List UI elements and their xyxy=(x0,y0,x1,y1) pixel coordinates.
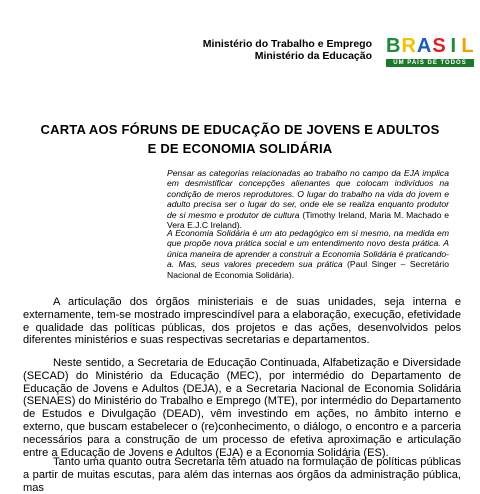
logo-letter: R xyxy=(401,35,416,57)
ministry-education: Ministério da Educação xyxy=(254,50,372,62)
body-paragraph-2: Neste sentido, a Secretaria de Educação Continuada, Alfabetização e Diversidade (SECAD) do Ministério da Educação (MEC), por intermédio do Departamento de Educação de Jovens e Adultos (DEJA), e a Secretaria Nacional de Economia Solidária (SENAES) do Ministério do Trabalho e Emprego (MTE), por intermédio do Departamento de Estudos e Divulgação (DEAD), vêm investindo em ações, no âmbito interno e externo, que buscam estabelecer o (re)conhecimento, o diálogo, o encontro e a parceria necessários para a construção de um processo de efetiva aproximação e articulação entre a Educação de Jovens e Adultos (EJA) e a Economia Solidária (ES). xyxy=(23,357,461,459)
epigraph-text: A Economia Solidária é um ato pedagógico em si mesmo, na medida em que propõe nova prática social e um entendimento novo desta prática. A única maneira de aprender a construir a Economia Solidária é praticando-a. Mas, seus valores precedem sua prática xyxy=(167,228,449,270)
logo-letter: L xyxy=(461,35,474,57)
logo-letter: B xyxy=(386,35,401,57)
ministry-header xyxy=(203,38,372,62)
epigraph-author: (Paul Singer – Secretário Nacional de Economia Solidária). xyxy=(167,259,449,280)
epigraph-1 xyxy=(167,168,449,230)
logo-letter: A xyxy=(416,35,432,57)
logo-letter: S xyxy=(432,35,446,57)
logo-letter: I xyxy=(450,35,457,57)
body-paragraph-1: A articulação dos órgãos ministeriais e de suas unidades, seja interna e externamente, tem-se mostrado imprescindível para a elaboração, execução, efetividade e qualidade das políticas públicas, dos projetos e das ações, desenvolvidos pelos diferentes ministérios e suas respectivas secretarias e departamentos. xyxy=(23,296,461,347)
epigraph-author: (Timothy Ireland, Maria M. Machado e Vera E.J.C Ireland). xyxy=(167,209,450,231)
title-line-2: E DE ECONOMIA SOLIDÁRIA xyxy=(147,141,333,156)
document-title xyxy=(0,120,480,158)
ministry-labor: Ministério do Trabalho e Emprego xyxy=(202,38,372,50)
logo-slogan: UM PAÍS DE TODOS xyxy=(386,59,474,67)
logo-letters xyxy=(386,34,474,58)
brasil-logo xyxy=(386,34,474,68)
epigraph-text: Pensar as categorias relacionadas ao trabalho no campo da EJA implica em desmistificar concepções alienantes que colocam indivíduos na condição de meros reprodutores. O lugar do trabalho na vida do jovem e adulto precisa ser o lugar do ser, onde ele se realiza enquanto produtor de si mesmo e produtor de cultura xyxy=(167,168,449,220)
epigraph-2 xyxy=(167,228,449,280)
body-paragraph-3: Tanto uma quanto outra Secretaria têm atuado na formulação de políticas públicas a partir de muitas escutas, para além das internas aos órgãos da administração pública, mas xyxy=(23,456,461,494)
title-line-1: CARTA AOS FÓRUNS DE EDUCAÇÃO DE JOVENS E ADULTOS xyxy=(40,122,440,137)
